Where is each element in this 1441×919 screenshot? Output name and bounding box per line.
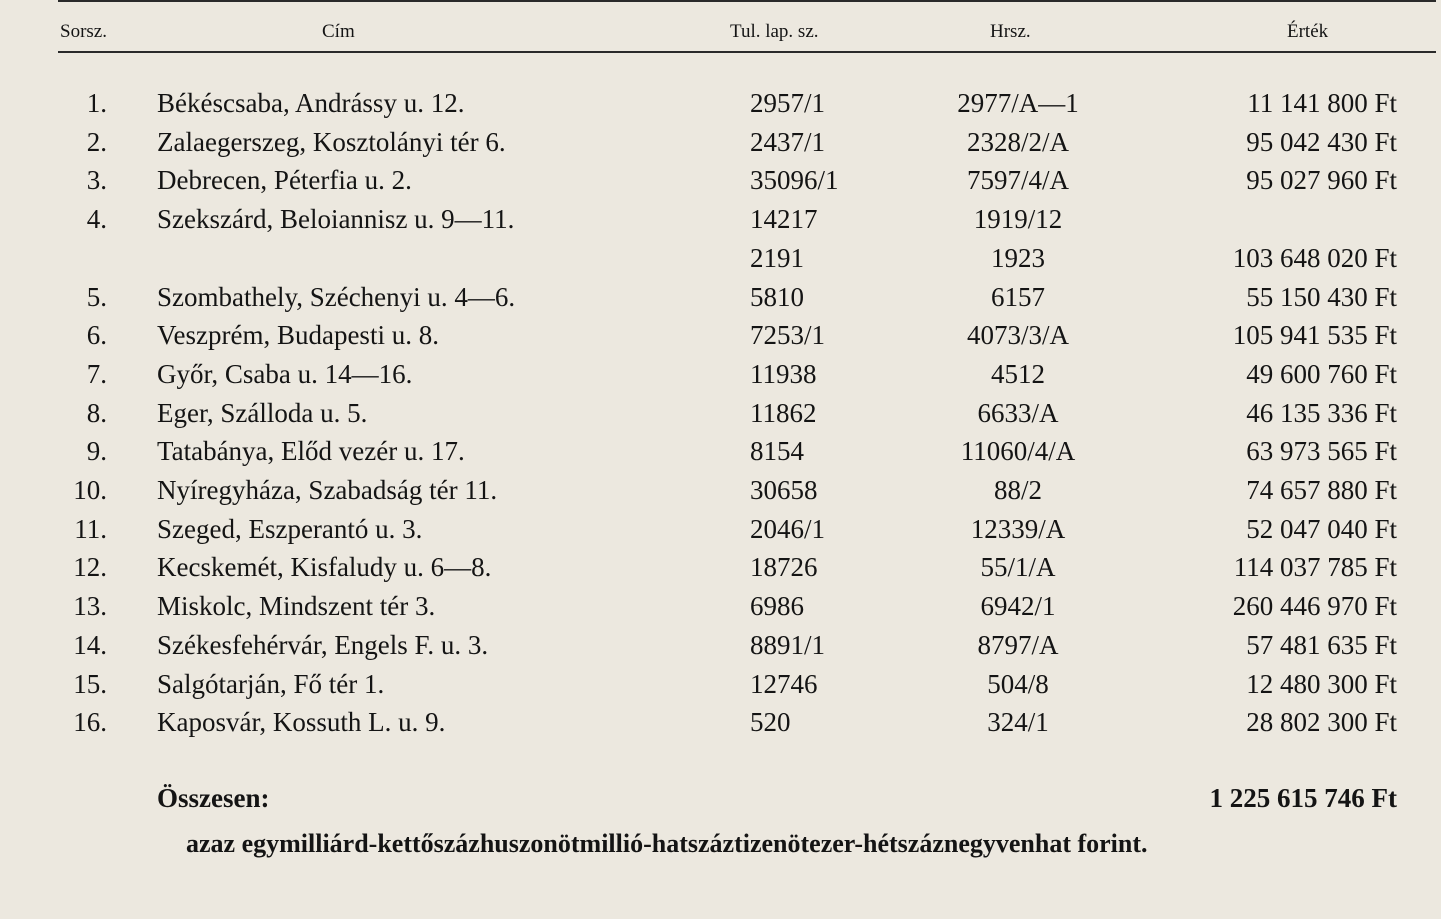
cell-row-number: 16.	[73, 707, 107, 738]
cell-hrsz: 324/1	[987, 707, 1049, 738]
cell-tul-lap-sz: 5810	[750, 281, 804, 312]
cell-address: Eger, Szálloda u. 5.	[157, 397, 368, 428]
table-row	[0, 84, 1441, 122]
cell-value: 74 657 880 Ft	[1246, 475, 1397, 505]
cell-hrsz: 88/2	[993, 475, 1043, 505]
cell-row-number: 14.	[73, 629, 107, 660]
cell-hrsz: 7597/4/A	[966, 165, 1070, 196]
cell-hrsz: 6633/A	[977, 397, 1059, 428]
table-row	[0, 665, 1441, 703]
cell-address: Békéscsaba, Andrássy u. 12.	[157, 88, 465, 118]
cell-address: Székesfehérvár, Engels F. u. 3.	[157, 629, 489, 660]
cell-hrsz: 1923	[991, 242, 1045, 273]
cell-tul-lap-sz: 520	[750, 707, 791, 738]
cell-row-number: 9.	[86, 436, 107, 467]
cell-tul-lap-sz: 35096/1	[750, 165, 839, 196]
cell-hrsz: 4512	[991, 358, 1045, 389]
cell-hrsz: 6157	[991, 281, 1045, 312]
cell-tul-lap-sz: 12746	[750, 668, 818, 699]
cell-value: 103 648 020 Ft	[1232, 242, 1397, 273]
cell-value: 46 135 336 Ft	[1246, 397, 1397, 428]
cell-address: Győr, Csaba u. 14—16.	[157, 358, 413, 389]
cell-hrsz: 4073/3/A	[966, 320, 1070, 351]
cell-tul-lap-sz: 6986	[750, 591, 804, 622]
table-row	[0, 587, 1441, 625]
cell-address: Kecskemét, Kisfaludy u. 6—8.	[157, 552, 492, 583]
cell-tul-lap-sz: 2957/1	[750, 88, 826, 118]
cell-row-number: 7.	[86, 358, 107, 389]
cell-value: 105 941 535 Ft	[1232, 320, 1397, 351]
cell-hrsz: 1919/12	[973, 204, 1063, 235]
cell-value: 28 802 300 Ft	[1246, 707, 1397, 738]
cell-hrsz: 8797/A	[977, 629, 1059, 660]
cell-address: Veszprém, Budapesti u. 8.	[157, 320, 439, 351]
cell-value: 12 480 300 Ft	[1246, 668, 1397, 699]
table-row	[0, 394, 1441, 432]
cell-hrsz: 55/1/A	[980, 552, 1056, 583]
cell-value: 63 973 565 Ft	[1246, 436, 1397, 467]
cell-address: Szombathely, Széchenyi u. 4—6.	[157, 281, 516, 312]
table-row	[0, 355, 1441, 393]
table-row	[0, 471, 1441, 509]
cell-hrsz: 2328/2/A	[966, 126, 1070, 157]
cell-value: 57 481 635 Ft	[1246, 629, 1397, 660]
cell-tul-lap-sz: 2437/1	[750, 126, 826, 157]
header-tul-lap-sz: Tul. lap. sz.	[730, 21, 819, 42]
table-row	[0, 432, 1441, 470]
cell-value: 52 047 040 Ft	[1246, 513, 1397, 544]
cell-hrsz: 12339/A	[970, 513, 1066, 544]
cell-value: 11 141 800 Ft	[1247, 88, 1397, 118]
cell-tul-lap-sz: 30658	[750, 475, 818, 505]
cell-tul-lap-sz: 8154	[750, 436, 804, 467]
cell-tul-lap-sz: 18726	[750, 552, 818, 583]
table-row	[0, 161, 1441, 199]
table-row	[0, 200, 1441, 238]
cell-hrsz: 504/8	[987, 668, 1049, 699]
cell-row-number: 1.	[86, 88, 107, 118]
cell-address: Miskolc, Mindszent tér 3.	[157, 591, 436, 622]
cell-value: 49 600 760 Ft	[1246, 358, 1397, 389]
header-hrsz: Hrsz.	[990, 21, 1031, 42]
cell-address: Salgótarján, Fő tér 1.	[157, 668, 385, 699]
cell-tul-lap-sz: 7253/1	[750, 320, 826, 351]
table-row	[0, 239, 1441, 277]
table-row	[0, 316, 1441, 354]
cell-row-number: 2.	[86, 126, 107, 157]
cell-row-number: 15.	[73, 668, 107, 699]
cell-address: Nyíregyháza, Szabadság tér 11.	[157, 475, 498, 505]
cell-address: Zalaegerszeg, Kosztolányi tér 6.	[157, 126, 506, 157]
top-rule	[58, 0, 1436, 2]
cell-address: Kaposvár, Kossuth L. u. 9.	[157, 707, 446, 738]
header-ertek: Érték	[1287, 21, 1329, 42]
cell-value: 95 027 960 Ft	[1246, 165, 1397, 196]
cell-row-number: 6.	[86, 320, 107, 351]
cell-value: 95 042 430 Ft	[1246, 126, 1397, 157]
cell-tul-lap-sz: 8891/1	[750, 629, 826, 660]
header-cim: Cím	[322, 21, 355, 42]
table-row	[0, 703, 1441, 741]
cell-tul-lap-sz: 11862	[750, 397, 817, 428]
table-row	[0, 123, 1441, 161]
total-in-words: azaz egymilliárd-kettőszázhuszonötmillió-hatszáztizenötezer-hétszáznegyvenhat forint.	[186, 829, 1148, 858]
table-row	[0, 626, 1441, 664]
cell-address: Szekszárd, Beloiannisz u. 9—11.	[157, 204, 515, 235]
total-label: Összesen:	[157, 783, 270, 813]
cell-row-number: 8.	[86, 397, 107, 428]
cell-row-number: 4.	[86, 204, 107, 235]
cell-tul-lap-sz: 2191	[750, 242, 804, 273]
cell-tul-lap-sz: 11938	[750, 358, 817, 389]
total-value: 1 225 615 746 Ft	[1209, 783, 1397, 813]
cell-value: 260 446 970 Ft	[1232, 591, 1397, 622]
cell-row-number: 11.	[74, 513, 107, 544]
cell-row-number: 5.	[86, 281, 107, 312]
cell-row-number: 13.	[73, 591, 107, 622]
header-rule	[58, 51, 1436, 53]
cell-hrsz: 6942/1	[980, 591, 1056, 622]
table-row	[0, 510, 1441, 548]
cell-hrsz: 2977/A—1	[957, 88, 1079, 118]
cell-address: Debrecen, Péterfia u. 2.	[157, 165, 412, 196]
header-sorsz: Sorsz.	[60, 21, 107, 42]
table-row	[0, 548, 1441, 586]
cell-row-number: 3.	[86, 165, 107, 196]
cell-value: 114 037 785 Ft	[1233, 552, 1397, 583]
cell-row-number: 12.	[73, 552, 107, 583]
cell-address: Tatabánya, Előd vezér u. 17.	[157, 436, 465, 467]
cell-hrsz: 11060/4/A	[960, 436, 1076, 467]
cell-tul-lap-sz: 14217	[750, 204, 818, 235]
cell-address: Szeged, Eszperantó u. 3.	[157, 513, 423, 544]
cell-tul-lap-sz: 2046/1	[750, 513, 826, 544]
cell-value: 55 150 430 Ft	[1246, 281, 1397, 312]
cell-row-number: 10.	[73, 475, 107, 505]
table-row	[0, 278, 1441, 316]
